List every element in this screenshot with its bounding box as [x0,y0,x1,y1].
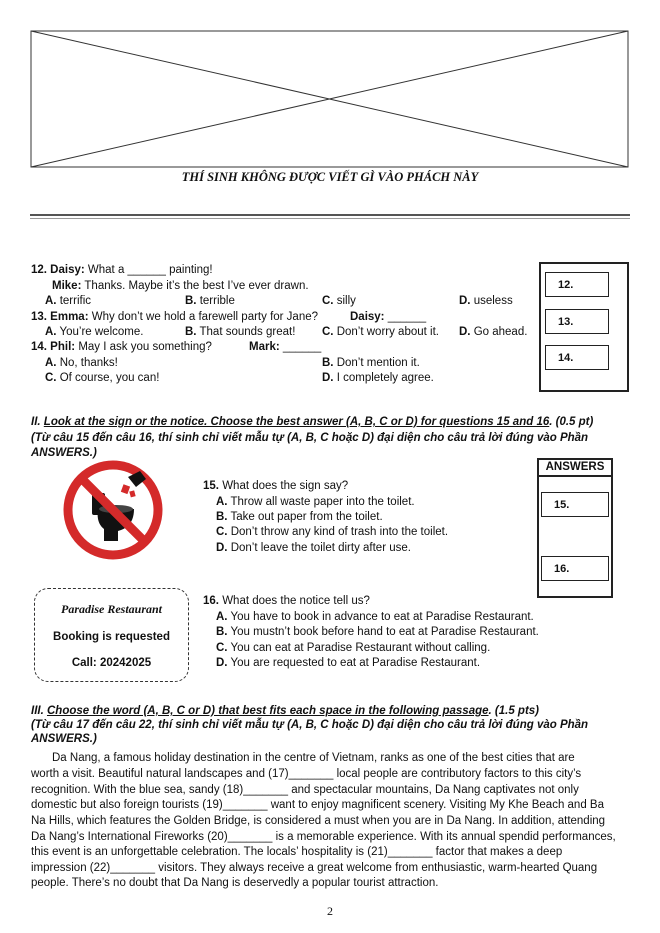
q16-option-c: C. You can eat at Paradise Restaurant without calling. [216,642,491,654]
q12-option-d: D. useless [459,295,513,307]
q16-question: 16. What does the notice tell us? [203,595,370,607]
answer-box-15[interactable]: 15. [541,492,609,517]
section3-note-line2: ANSWERS.) [31,733,97,745]
answer-box-13[interactable]: 13. [545,309,609,334]
section3-note-line1: (Từ câu 17 đến câu 22, thí sinh chỉ viết mẫu tự (A, B, C hoặc D) đại diện cho câu trả lời đúng vào Phần [31,719,589,731]
section2-note-line2: ANSWERS.) [31,447,97,459]
notice-title: Paradise Restaurant [60,602,162,616]
q12-option-c: C. silly [322,295,356,307]
section3-heading: III. Choose the word (A, B, C or D) that best fits each space in the following passage. (1.5 pts) [31,705,540,717]
no-trash-in-toilet-sign-icon [62,459,164,561]
q15-option-b: B. Take out paper from the toilet. [216,511,383,523]
q12-line1: 12. Daisy: What a ______ painting! [31,264,213,276]
q12-line2: Mike: Thanks. Maybe it’s the best I’ve ever drawn. [52,280,309,292]
passage-line: Da Nang, a famous holiday destination in the centre of Vietnam, ranks as one of the best cities that are [52,752,575,764]
q16-option-d: D. You are requested to eat at Paradise Restaurant. [216,657,481,669]
q14-option-a: A. No, thanks! [45,357,118,369]
passage-line: domestic but also foreign tourists (19)_______ want to enjoy magnificent scenery. Visiting My Khe Beach and Ba [31,799,604,811]
q14-line2: Mark: ______ [249,341,322,353]
exclusion-crossed-box [30,30,630,168]
q13-option-c: C. Don’t worry about it. [322,326,439,338]
notice-line1: Booking is requested [53,631,170,643]
answer-box-12[interactable]: 12. [545,272,609,297]
header-caption: THÍ SINH KHÔNG ĐƯỢC VIẾT GÌ VÀO PHÁCH NÀY [181,170,479,184]
page-number: 2 [327,904,333,918]
q13-line2: Daisy: ______ [350,311,427,323]
passage-line: this event is an unforgettable celebration. The locals’ hospitality is (21)_______ factor that makes a deep [31,846,563,858]
passage-line: recognition. With the blue sea, sandy (18)_______ and spectacular mountains, Da Nang captivates not only [31,784,579,796]
passage-line: Na Hills, which features the Golden Bridge, is considered a must when you are in Da Nang. In addition, attending [31,815,606,827]
q13-option-a: A. You’re welcome. [45,326,144,338]
q12-option-b: B. terrible [185,295,235,307]
passage-line: Da Nang’s International Fireworks (20)_______ is a memorable experience. With its annual spendid performances, [31,831,616,843]
section2-heading: II. Look at the sign or the notice. Choose the best answer (A, B, C or D) for questions 15 and 16. (0.5 pt) [31,416,594,428]
q14-option-b: B. Don’t mention it. [322,357,420,369]
q16-option-b: B. You mustn’t book before hand to eat at Paradise Restaurant. [216,626,539,638]
passage-line: worth a visit. Beautiful natural landscapes and (17)_______ local people are contributory factors to this city’s [31,768,582,780]
answer-box-16[interactable]: 16. [541,556,609,581]
notice-line2: Call: 20242025 [71,657,152,669]
q14-line1: 14. Phil: May I ask you something? [31,341,212,353]
passage-line: people. There’s no doubt that Da Nang is deservedly a popular tourist attraction. [31,877,439,889]
header-divider [30,214,630,219]
q13-option-b: B. That sounds great! [185,326,296,338]
q15-question: 15. What does the sign say? [203,480,349,492]
q15-option-d: D. Don’t leave the toilet dirty after use. [216,542,411,554]
answer-box-14[interactable]: 14. [545,345,609,370]
answers-title: ANSWERS [537,459,613,477]
q13-option-d: D. Go ahead. [459,326,528,338]
q14-option-c: C. Of course, you can! [45,372,160,384]
q12-option-a: A. terrific [45,295,92,307]
q13-line1: 13. Emma: Why don’t we hold a farewell party for Jane? [31,311,319,323]
q14-option-d: D. I completely agree. [322,372,434,384]
passage-line: impression (22)_______ visitors. They always receive a great welcome from enthusiastic, warm-hearted Quang [31,862,598,874]
q15-option-a: A. Throw all waste paper into the toilet. [216,496,415,508]
q15-option-c: C. Don’t throw any kind of trash into the toilet. [216,526,449,538]
section2-note-line1: (Từ câu 15 đến câu 16, thí sinh chỉ viết mẫu tự (A, B, C hoặc D) đại diện cho câu trả lời đúng vào Phần [31,432,589,444]
q16-option-a: A. You have to book in advance to eat at Paradise Restaurant. [216,611,534,623]
